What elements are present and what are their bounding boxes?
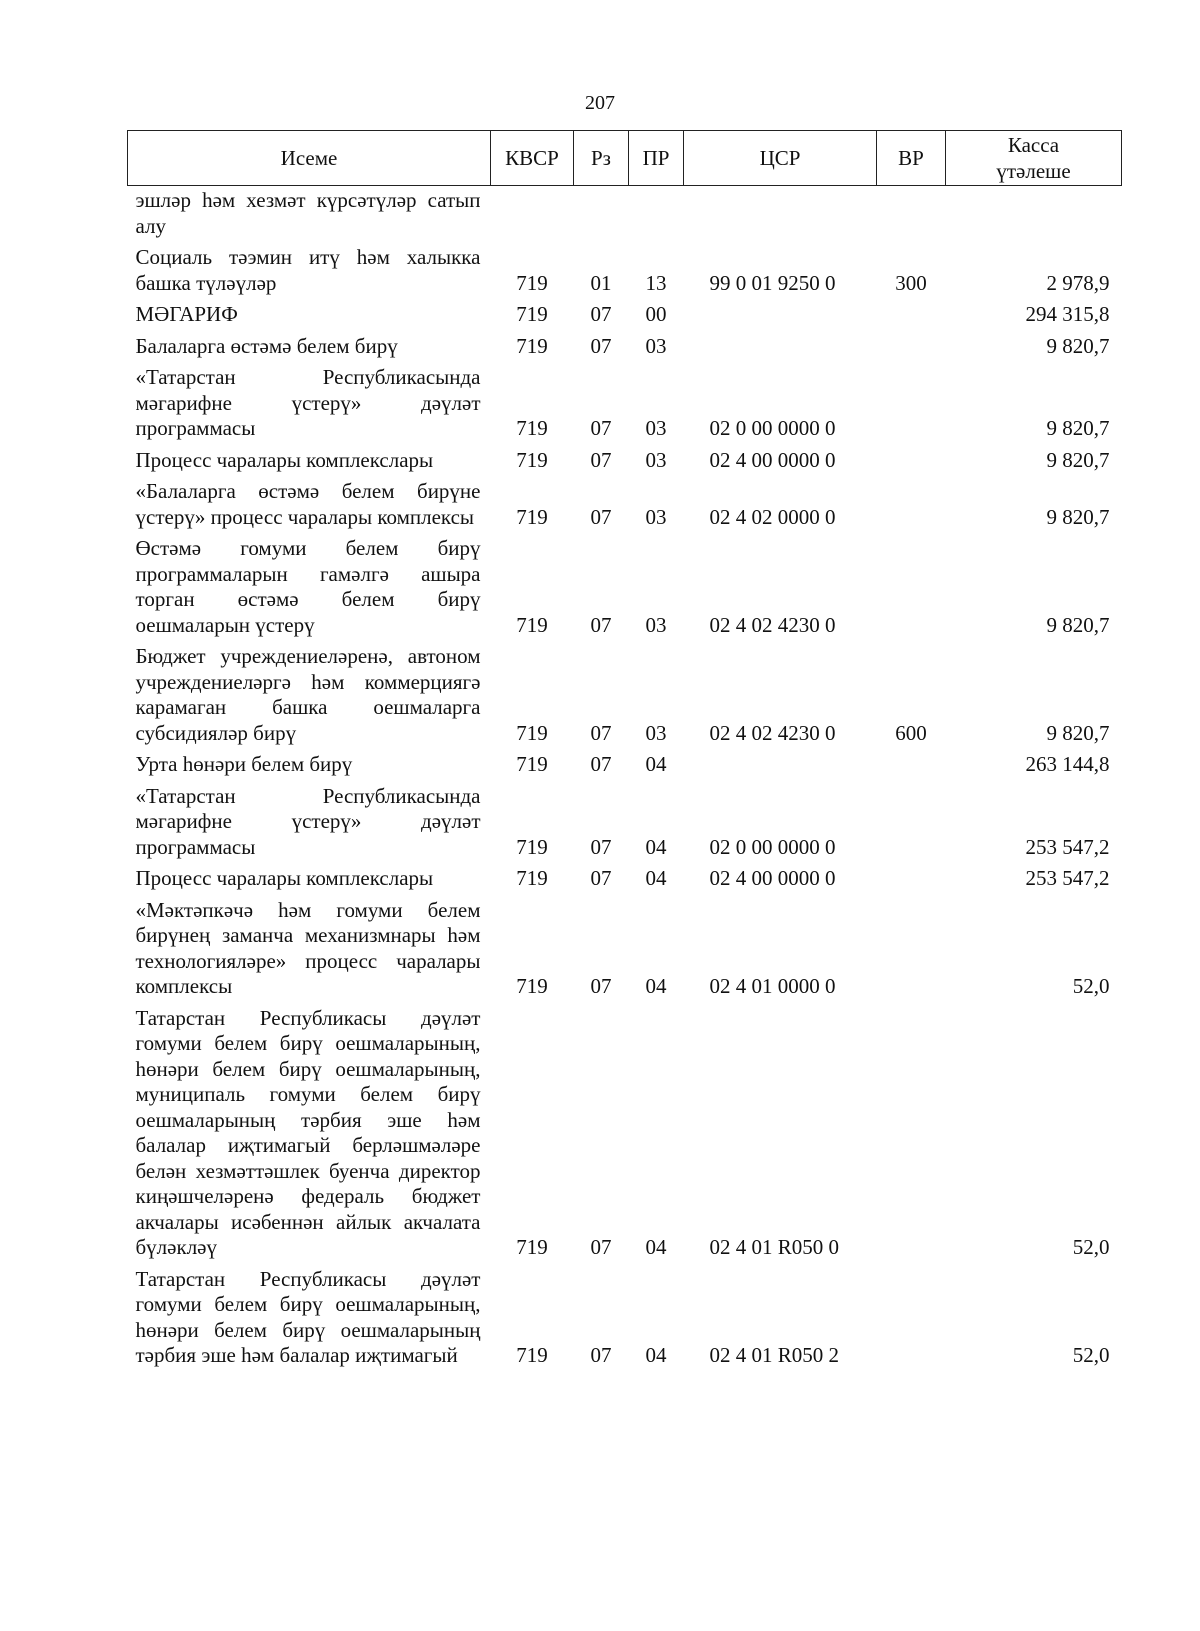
cell-pr: 13 — [645, 270, 667, 295]
header-cash-execution — [946, 131, 1122, 186]
cell-kvsr: 719 — [516, 866, 548, 890]
cell-pr: 03 — [645, 504, 667, 529]
cell-name: Процесс чаралары комплекслары — [135, 866, 434, 890]
table-row — [128, 243, 1122, 300]
table-row — [128, 186, 1122, 244]
cell-vr — [877, 1265, 946, 1373]
cell-kvsr: 719 — [516, 752, 548, 776]
cell-pr: 04 — [645, 752, 667, 776]
cell-csr: 02 4 00 0000 0 — [709, 866, 836, 890]
cell-name: «Татарстан Республикасында мәгарифне үстерү» дәүләт программасы — [135, 783, 481, 859]
cell-csr: 02 4 00 0000 0 — [709, 447, 836, 472]
cell-kvsr: 719 — [516, 974, 548, 998]
cell-cash-execution: 9 820,7 — [1046, 612, 1110, 637]
header-cash-line2: үтәлеше — [996, 159, 1071, 183]
table-row — [128, 477, 1122, 534]
cell-csr — [684, 332, 877, 364]
cell-csr: 02 0 00 0000 0 — [709, 834, 836, 859]
table-row — [128, 446, 1122, 478]
table-row — [128, 782, 1122, 865]
cell-vr — [877, 332, 946, 364]
cell-cash-execution: 9 820,7 — [1046, 720, 1110, 745]
cell-name: «Татарстан Республикасында мәгарифне үстерү» дәүләт программасы — [135, 365, 481, 440]
cell-name: «Балаларга өстәмә белем бирүне үстерү» процесс чаралары комплексы — [135, 479, 481, 529]
cell-cash-execution: 2 978,9 — [1046, 270, 1110, 295]
cell-name: «Мәктәпкәчә һәм гомуми белем бирүнең заманча механизмнары һәм технологияләре» процесс чаралары комплексы — [135, 897, 481, 998]
cell-cash-execution: 9 820,7 — [1046, 504, 1110, 529]
cell-name: Татарстан Республикасы дәүләт гомуми белем бирү оешмаларының, һөнәри белем бирү оешмаларының, муниципаль гомуми белем бирү оешмаларының тәрбия эше һәм балалар иҗтимагый берләшмәләре белән хезмәттәшлек буенча директор киңәшчеләренә федераль бюджет акчалары исәбеннән айлык акчалата бүләкләү — [135, 1005, 481, 1259]
cell-kvsr: 719 — [516, 333, 548, 358]
cell-rz: 07 — [590, 720, 612, 745]
cell-cash-execution: 9 820,7 — [1046, 416, 1110, 440]
cell-csr: 02 4 02 4230 0 — [709, 720, 836, 745]
cell-kvsr: 719 — [516, 612, 548, 637]
header-kvsr: КВСР — [491, 131, 574, 186]
cell-cash-execution: 253 547,2 — [1025, 834, 1110, 859]
cell-kvsr: 719 — [516, 1343, 548, 1367]
cell-rz: 07 — [590, 752, 612, 776]
cell-name: МӘГАРИФ — [135, 302, 238, 326]
table-row — [128, 896, 1122, 1004]
table-row — [128, 363, 1122, 446]
cell-csr: 02 0 00 0000 0 — [709, 416, 836, 440]
cell-vr — [877, 864, 946, 896]
cell-pr: 00 — [645, 302, 667, 326]
cell-csr: 02 4 01 R050 0 — [709, 1235, 840, 1259]
cell-name: Татарстан Республикасы дәүләт гомуми белем бирү оешмаларының, һөнәри белем бирү оешмаларының тәрбия эше һәм балалар иҗтимагый — [135, 1266, 481, 1367]
header-name: Исеме — [128, 131, 491, 186]
table-row — [128, 1265, 1122, 1373]
cell-pr: 03 — [645, 720, 667, 745]
cell-rz: 07 — [590, 1235, 612, 1259]
cell-vr — [877, 896, 946, 1004]
cell-csr: 02 4 02 0000 0 — [709, 504, 836, 529]
cell-vr: 600 — [895, 720, 927, 745]
cell-csr — [684, 300, 877, 332]
cell-rz: 07 — [590, 1343, 612, 1367]
header-pr: ПР — [629, 131, 684, 186]
cell-rz: 07 — [590, 974, 612, 998]
cell-pr: 03 — [645, 612, 667, 637]
cell-name: Урта һөнәри белем бирү — [135, 752, 353, 776]
cell-csr: 02 4 02 4230 0 — [709, 612, 836, 637]
cell-kvsr: 719 — [516, 416, 548, 440]
cell-vr — [877, 300, 946, 332]
cell-csr: 02 4 01 0000 0 — [709, 974, 836, 998]
cell-kvsr — [491, 186, 574, 244]
cell-rz: 07 — [590, 302, 612, 326]
header-vr: ВР — [877, 131, 946, 186]
cell-vr — [877, 1004, 946, 1265]
cell-kvsr: 719 — [516, 504, 548, 529]
cell-cash-execution — [946, 186, 1122, 244]
cell-rz: 07 — [590, 416, 612, 440]
cell-kvsr: 719 — [516, 834, 548, 859]
cell-csr — [684, 750, 877, 782]
cell-pr: 04 — [645, 1235, 667, 1259]
cell-name: эшләр һәм хезмәт күрсәтүләр сатып алу — [135, 188, 481, 238]
page-number: 207 — [585, 92, 615, 114]
cell-cash-execution: 52,0 — [1072, 1343, 1110, 1367]
cell-rz: 07 — [590, 612, 612, 637]
cell-pr: 04 — [645, 1343, 667, 1367]
cell-rz: 07 — [590, 504, 612, 529]
cell-cash-execution: 263 144,8 — [1025, 752, 1110, 776]
cell-kvsr: 719 — [516, 447, 548, 472]
cell-rz: 01 — [590, 270, 612, 295]
cell-rz: 07 — [590, 333, 612, 358]
table-row — [128, 750, 1122, 782]
cell-name: Өстәмә гомуми белем бирү программаларын гамәлгә ашыра торган өстәмә белем бирү оешмаларын үстерү — [135, 536, 481, 637]
cell-vr — [877, 534, 946, 642]
cell-csr: 99 0 01 9250 0 — [709, 270, 836, 295]
cell-cash-execution: 9 820,7 — [1046, 447, 1110, 472]
cell-cash-execution: 9 820,7 — [1046, 333, 1110, 358]
cell-cash-execution: 294 315,8 — [1025, 302, 1110, 326]
cell-vr — [877, 363, 946, 446]
cell-rz: 07 — [590, 447, 612, 472]
cell-kvsr: 719 — [516, 270, 548, 295]
cell-kvsr: 719 — [516, 1235, 548, 1259]
cell-vr — [877, 782, 946, 865]
cell-vr — [877, 446, 946, 478]
cell-pr: 03 — [645, 416, 667, 440]
cell-name: Бюджет учреждениеләренә, автоном учреждениеләргә һәм коммерциягә карамаган башка оешмаларга субсидияләр бирү — [135, 644, 481, 745]
table-body — [128, 186, 1122, 1373]
cell-pr: 03 — [645, 333, 667, 358]
header-cash-line1: Касса — [1007, 133, 1060, 157]
table-header — [128, 131, 1122, 186]
table-row — [128, 1004, 1122, 1265]
cell-vr — [877, 750, 946, 782]
cell-rz: 07 — [590, 866, 612, 890]
cell-vr — [877, 477, 946, 534]
cell-pr: 04 — [645, 834, 667, 859]
cell-cash-execution: 253 547,2 — [1025, 866, 1110, 890]
cell-cash-execution: 52,0 — [1072, 1235, 1110, 1259]
cell-vr — [877, 186, 946, 244]
cell-pr: 04 — [645, 866, 667, 890]
table-row — [128, 534, 1122, 642]
cell-rz — [574, 186, 629, 244]
cell-name: Процесс чаралары комплекслары — [135, 447, 434, 472]
table-row — [128, 300, 1122, 332]
cell-pr: 03 — [645, 447, 667, 472]
cell-pr: 04 — [645, 974, 667, 998]
header-csr: ЦСР — [684, 131, 877, 186]
cell-name: Балаларга өстәмә белем бирү — [135, 333, 398, 358]
cell-rz: 07 — [590, 834, 612, 859]
header-rz: Рз — [574, 131, 629, 186]
cell-csr: 02 4 01 R050 2 — [709, 1343, 840, 1367]
cell-kvsr: 719 — [516, 720, 548, 745]
cell-pr — [629, 186, 684, 244]
table-row — [128, 642, 1122, 750]
cell-vr: 300 — [895, 270, 927, 295]
table-row — [128, 332, 1122, 364]
cell-name: Социаль тәэмин итү һәм халыкка башка түләүләр — [135, 245, 481, 295]
table-row — [128, 864, 1122, 896]
cell-kvsr: 719 — [516, 302, 548, 326]
cell-csr — [684, 186, 877, 244]
cell-cash-execution: 52,0 — [1072, 974, 1110, 998]
budget-execution-table — [127, 130, 1122, 1373]
